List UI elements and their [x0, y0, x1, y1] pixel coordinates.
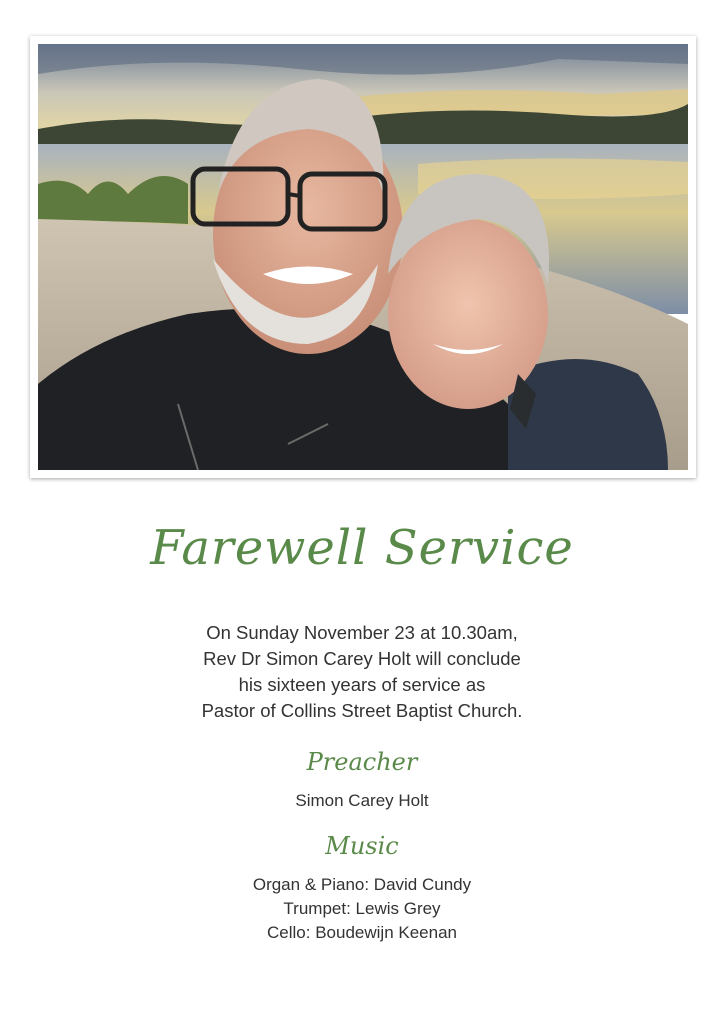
announcement-text — [0, 620, 724, 724]
music-item: Trumpet: Lewis Grey — [283, 899, 441, 918]
preacher-heading: Preacher — [306, 748, 418, 776]
photo-frame — [30, 36, 696, 478]
music-list — [0, 873, 724, 945]
announcement-line: Rev Dr Simon Carey Holt will conclude — [203, 648, 521, 669]
couple-photo — [38, 44, 688, 470]
preacher-name: Simon Carey Holt — [295, 791, 429, 810]
music-heading: Music — [325, 832, 399, 860]
announcement-line: his sixteen years of service as — [238, 674, 486, 695]
announcement-line: On Sunday November 23 at 10.30am, — [206, 622, 518, 643]
music-item: Cello: Boudewijn Keenan — [267, 923, 457, 942]
announcement-line: Pastor of Collins Street Baptist Church. — [201, 700, 523, 721]
page-title: Farewell Service — [150, 520, 574, 576]
music-item: Organ & Piano: David Cundy — [252, 875, 472, 894]
